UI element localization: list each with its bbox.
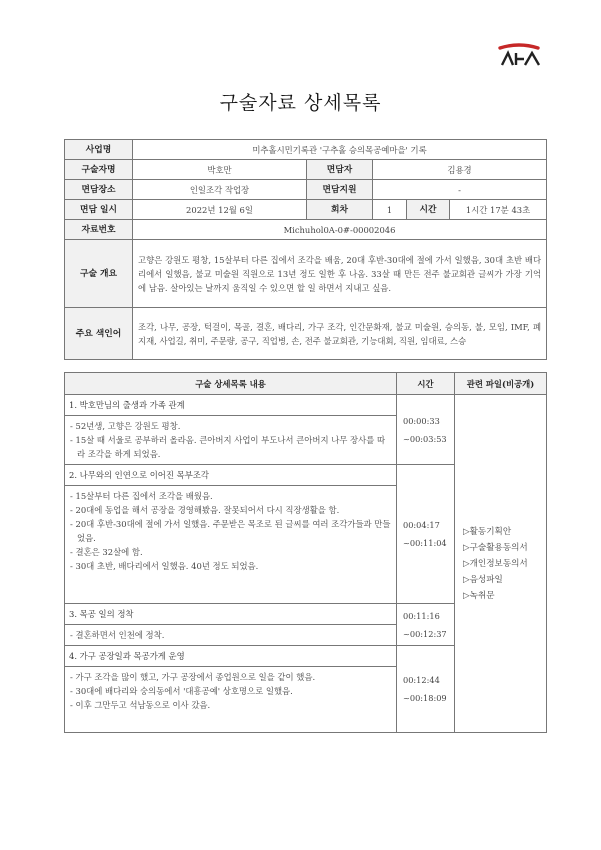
list-item: - 30대에 배다리와 숭의동에서 '대흥공예' 상호명으로 일했음. [70, 686, 293, 696]
date-value: 2022년 12월 6일 [133, 200, 307, 220]
time-end: ~00:18:09 [403, 693, 447, 703]
content-header: 구술 상세목록 내용 [65, 373, 397, 395]
interviewer-value: 김용경 [373, 160, 547, 180]
time-end: ~00:11:04 [403, 538, 447, 548]
time-start: 00:00:33 [403, 415, 440, 426]
time-start: 00:12:44 [403, 675, 440, 685]
session-label: 회차 [307, 200, 373, 220]
list-item: - 이후 그만두고 석남동으로 이사 갔음. [70, 700, 211, 710]
project-value: 미추홀시민기록관 '구추홀 승의목공예마을' 기록 [133, 140, 547, 160]
keywords-label: 주요 색인어 [65, 308, 133, 360]
time-header: 시간 [397, 373, 455, 395]
files-header: 관련 파일(비공개) [455, 373, 547, 395]
interviewer-label: 면담자 [307, 160, 373, 180]
list-item: - 52년생, 고향은 강원도 평창. [70, 421, 181, 431]
time-end: ~00:12:37 [403, 628, 447, 639]
id-value: Michuhol0A-0#-00002046 [133, 220, 547, 240]
file-item: ▷개인정보동의서 [463, 558, 528, 569]
file-item: ▷구술활용동의서 [463, 542, 528, 553]
section-time [397, 465, 455, 604]
time-start: 00:11:16 [403, 610, 440, 621]
section-title: 4. 가구 공장일과 목공가게 운영 [65, 646, 397, 667]
keywords-value: 조각, 나무, 공장, 턱걸이, 목골, 결혼, 배다리, 가구 조각, 인간문화재, 불교 미술원, 승의동, 불, 모임, IMF, 폐지재, 사업길, 취미, 주문량, 공구, 직업병, 손, 전주 불교회관, 기능대회, 직원, 임대료, 스승 [133, 308, 547, 360]
info-table [64, 139, 547, 360]
list-item: - 15살 때 서울로 공부하러 올라옴. 큰아버지 사업이 부도나서 큰아버지 나무 장사를 따라 조각을 하게 되었음. [70, 435, 386, 459]
time-start: 00:04:17 [403, 520, 440, 530]
section-time [397, 604, 455, 646]
summary-label: 구술 개요 [65, 240, 133, 308]
section-title: 2. 나무와의 인연으로 이어진 목부조각 [65, 465, 397, 486]
place-value: 인일조각 작업장 [133, 180, 307, 200]
assistant-value: - [373, 180, 547, 200]
assistant-label: 면담지원 [307, 180, 373, 200]
file-item: ▷활동기획안 [463, 526, 512, 537]
list-item: - 결혼은 32살에 함. [70, 547, 143, 557]
detail-table [64, 372, 547, 733]
section-body [65, 416, 397, 465]
archive-logo [494, 40, 544, 68]
summary-value: 고향은 강원도 평창, 15살부터 다른 집에서 조각을 배움, 20대 후반-30대에 절에 가서 일했음, 30대 초반 배다리에서 일했음, 불교 미술원 직원으로 13년 정도 일한 후 나옴. 33살 때 만든 전주 불교회관 글씨가 가장 기억에 남음. 살아있는 날까지 움직일 수 있으면 할 일 하면서 지내고 싶음. [133, 240, 547, 308]
file-item: ▷녹취문 [463, 590, 495, 601]
section-time [397, 395, 455, 465]
list-item: - 20대에 동업을 해서 공장을 경영해봤음. 잘못되어서 다시 직장생활을 함. [70, 505, 340, 515]
file-item: ▷음성파일 [463, 574, 503, 585]
section-title: 1. 박호만님의 출생과 가족 관계 [65, 395, 397, 416]
project-label: 사업명 [65, 140, 133, 160]
duration-value: 1시간 17분 43초 [450, 200, 547, 220]
page-title: 구술자료 상세목록 [219, 92, 382, 114]
list-item: - 15살부터 다른 집에서 조각을 배웠음. [70, 491, 213, 501]
section-body [65, 625, 397, 646]
session-value: 1 [373, 200, 407, 220]
list-item: - 결혼하면서 인천에 정착. [70, 630, 165, 640]
list-item: - 20대 후반-30대에 절에 가서 일했음. 주문받은 목조로 된 글씨를 여러 조각가들과 만들었음. [70, 519, 391, 543]
list-item: - 30대 초반, 배다리에서 일했음. 40년 정도 되었음. [70, 561, 259, 571]
section-title: 3. 목공 일의 정착 [65, 604, 397, 625]
section-time [397, 646, 455, 733]
section-body [65, 667, 397, 733]
date-label: 면담 일시 [65, 200, 133, 220]
section-body [65, 486, 397, 604]
narrator-value: 박호만 [133, 160, 307, 180]
narrator-label: 구술자명 [65, 160, 133, 180]
id-label: 자료번호 [65, 220, 133, 240]
list-item: - 가구 조각을 많이 했고, 가구 공장에서 종업원으로 일을 같이 했음. [70, 672, 316, 682]
related-files [455, 395, 547, 733]
duration-label: 시간 [407, 200, 450, 220]
place-label: 면담장소 [65, 180, 133, 200]
time-end: ~00:03:53 [403, 433, 447, 444]
